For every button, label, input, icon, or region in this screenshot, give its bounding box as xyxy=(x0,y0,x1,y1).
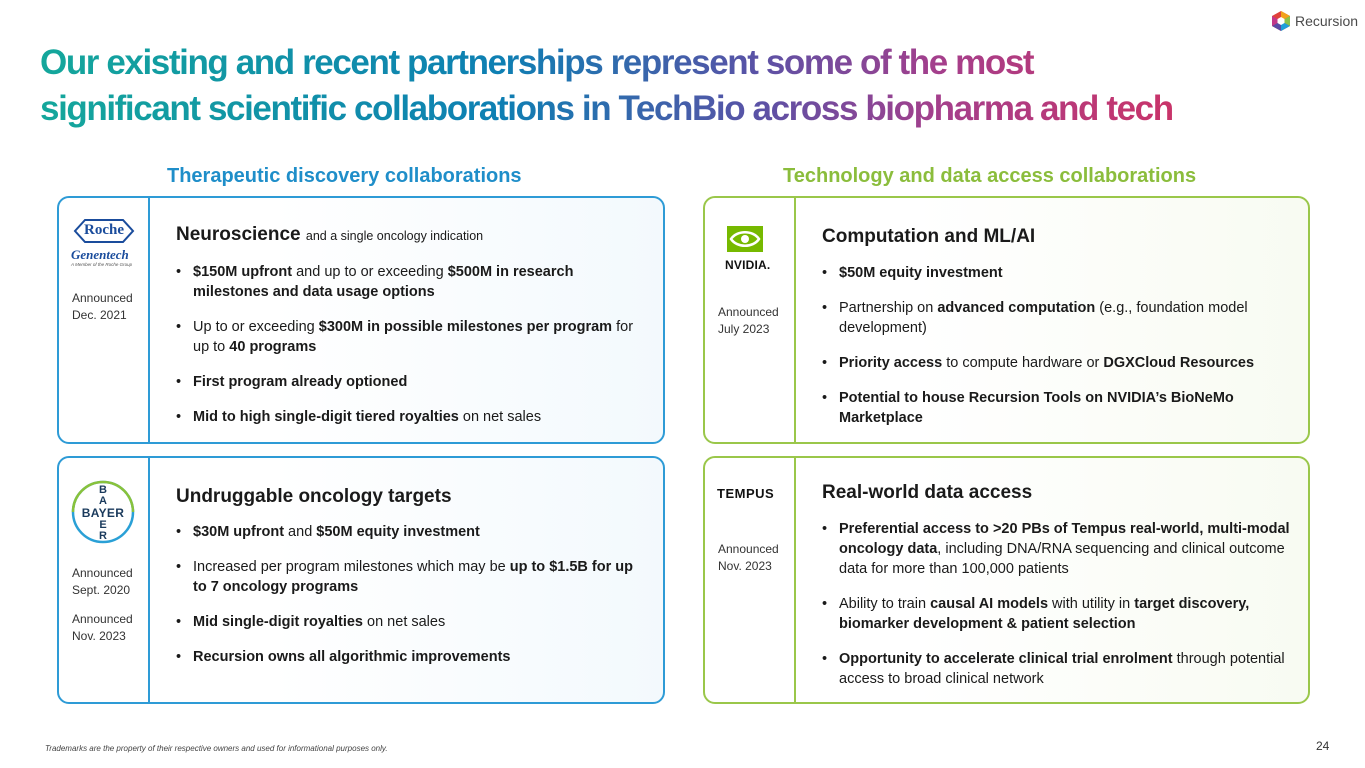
list-item xyxy=(176,522,647,542)
bullet-text: with utility in xyxy=(1048,596,1135,612)
bullet-text: on net sales xyxy=(458,409,542,425)
announced-date: Announced Sept. 2020 xyxy=(72,566,133,597)
announced-date: Announced Dec. 2021 xyxy=(72,291,133,322)
bullet-bold-text: Preferential access to >20 PBs of Tempus real-world, multi-modal oncology data xyxy=(839,521,1290,557)
bullet-bold-text: $150M upfront xyxy=(193,264,293,280)
bullet-text: (e.g., foundation model development) xyxy=(839,300,1248,336)
section-heading-technology: Technology and data access collaborations xyxy=(783,165,1197,187)
bullet-list xyxy=(822,263,1292,428)
card-divider xyxy=(794,198,796,442)
bullet-text: through potential access to broad clinical network xyxy=(839,651,1285,687)
tempus-partnership-card xyxy=(703,456,1310,704)
roche-logo-text: Roche xyxy=(84,222,124,238)
bullet-text: and xyxy=(284,524,317,540)
genentech-logo-text: Genentech xyxy=(71,247,129,262)
section-heading-therapeutic: Therapeutic discovery collaborations xyxy=(167,165,522,187)
bullet-text: on net sales xyxy=(363,614,446,630)
genentech-tagline: A Member of the Roche Group xyxy=(71,262,133,267)
bullet-list xyxy=(176,262,647,427)
bullet-list xyxy=(822,519,1292,689)
bayer-letter-upper: A xyxy=(99,495,107,507)
list-item xyxy=(176,647,647,667)
tempus-wordmark: TEMPUS xyxy=(717,486,775,501)
bullet-bold-text: advanced computation xyxy=(937,300,1096,316)
list-item xyxy=(822,353,1292,373)
bullet-text: , including DNA/RNA sequencing and clinical outcome data for more than 100,000 patients xyxy=(839,541,1285,577)
list-item xyxy=(176,557,647,597)
title-line-2: significant scientific collaborations in TechBio across biopharma and tech xyxy=(40,89,1173,128)
bullet-bold-text: up to $1.5B for up to 7 oncology programs xyxy=(193,559,633,595)
card-heading: Neuroscience and a single oncology indication xyxy=(176,224,484,245)
card-divider xyxy=(148,198,150,442)
list-item xyxy=(822,649,1292,689)
list-item xyxy=(822,519,1292,579)
list-item xyxy=(176,262,647,302)
nvidia-partnership-card xyxy=(703,196,1310,444)
card-heading-subtitle: and a single oncology indication xyxy=(305,229,484,243)
recursion-logo xyxy=(1272,11,1358,31)
bullet-text: to compute hardware or xyxy=(942,355,1104,371)
bullet-text: for up to xyxy=(193,319,634,355)
recursion-hexagon-icon xyxy=(1272,11,1290,31)
bullet-text: Increased per program milestones which may be xyxy=(193,559,510,575)
bayer-letter-lower: E xyxy=(99,519,107,531)
announced-date-second: Announced Nov. 2023 xyxy=(72,612,133,643)
bullet-bold-text: $500M in research milestones and data usage options xyxy=(193,264,574,300)
bayer-wordmark: BAYER xyxy=(81,506,125,520)
bullet-bold-text: causal AI models xyxy=(930,596,1049,612)
trademark-footnote: Trademarks are the property of their respective owners and used for informational purposes only. xyxy=(45,744,388,753)
bayer-letter-bottom: R xyxy=(99,530,107,542)
bayer-partnership-card xyxy=(57,456,665,704)
bullet-bold-text: Opportunity to accelerate clinical trial enrolment xyxy=(839,651,1173,667)
bullet-bold-text: Recursion owns all algorithmic improvements xyxy=(193,649,511,665)
bullet-bold-text: $50M equity investment xyxy=(316,524,480,540)
bayer-letter-top: B xyxy=(99,484,107,496)
announced-date: Announced Nov. 2023 xyxy=(718,542,779,573)
bullet-bold-text: $30M upfront xyxy=(193,524,285,540)
list-item xyxy=(822,298,1292,338)
nvidia-wordmark: NVIDIA. xyxy=(725,258,771,272)
card-divider xyxy=(794,458,796,702)
bullet-list xyxy=(176,522,647,667)
bullet-text: Ability to train xyxy=(839,596,931,612)
card-heading: Undruggable oncology targets xyxy=(176,486,452,507)
page-title xyxy=(40,40,1320,132)
bullet-bold-text: Mid single-digit royalties xyxy=(193,614,363,630)
bullet-text: and up to or exceeding xyxy=(292,264,448,280)
bullet-text: Partnership on xyxy=(839,300,938,316)
list-item xyxy=(176,372,647,392)
announced-date: Announced July 2023 xyxy=(718,305,779,336)
list-item xyxy=(176,612,647,632)
list-item xyxy=(822,263,1292,283)
bullet-bold-text: First program already optioned xyxy=(193,374,408,390)
bullet-bold-text: DGXCloud Resources xyxy=(1103,355,1255,371)
bullet-bold-text: 40 programs xyxy=(229,339,317,355)
bullet-text: Up to or exceeding xyxy=(193,319,319,335)
list-item xyxy=(822,594,1292,634)
bullet-bold-text: $50M equity investment xyxy=(839,265,1003,281)
card-heading: Real-world data access xyxy=(822,482,1033,503)
list-item xyxy=(176,317,647,357)
bullet-bold-text: Potential to house Recursion Tools on NVIDIA’s BioNeMo Marketplace xyxy=(839,390,1234,426)
title-line-1: Our existing and recent partnerships represent some of the most xyxy=(40,43,1034,82)
list-item xyxy=(176,407,647,427)
nvidia-eye-logo-icon xyxy=(727,226,763,252)
roche-partnership-card xyxy=(57,196,665,444)
card-heading: Computation and ML/AI xyxy=(822,226,1036,247)
page-number: 24 xyxy=(1316,739,1330,753)
recursion-wordmark: Recursion xyxy=(1295,13,1359,29)
list-item xyxy=(822,388,1292,428)
card-divider xyxy=(148,458,150,702)
bullet-bold-text: $300M in possible milestones per program xyxy=(318,319,613,335)
bullet-bold-text: target discovery, biomarker development & patient selection xyxy=(839,596,1250,632)
bullet-bold-text: Priority access xyxy=(839,355,943,371)
bullet-bold-text: Mid to high single-digit tiered royalties xyxy=(193,409,459,425)
